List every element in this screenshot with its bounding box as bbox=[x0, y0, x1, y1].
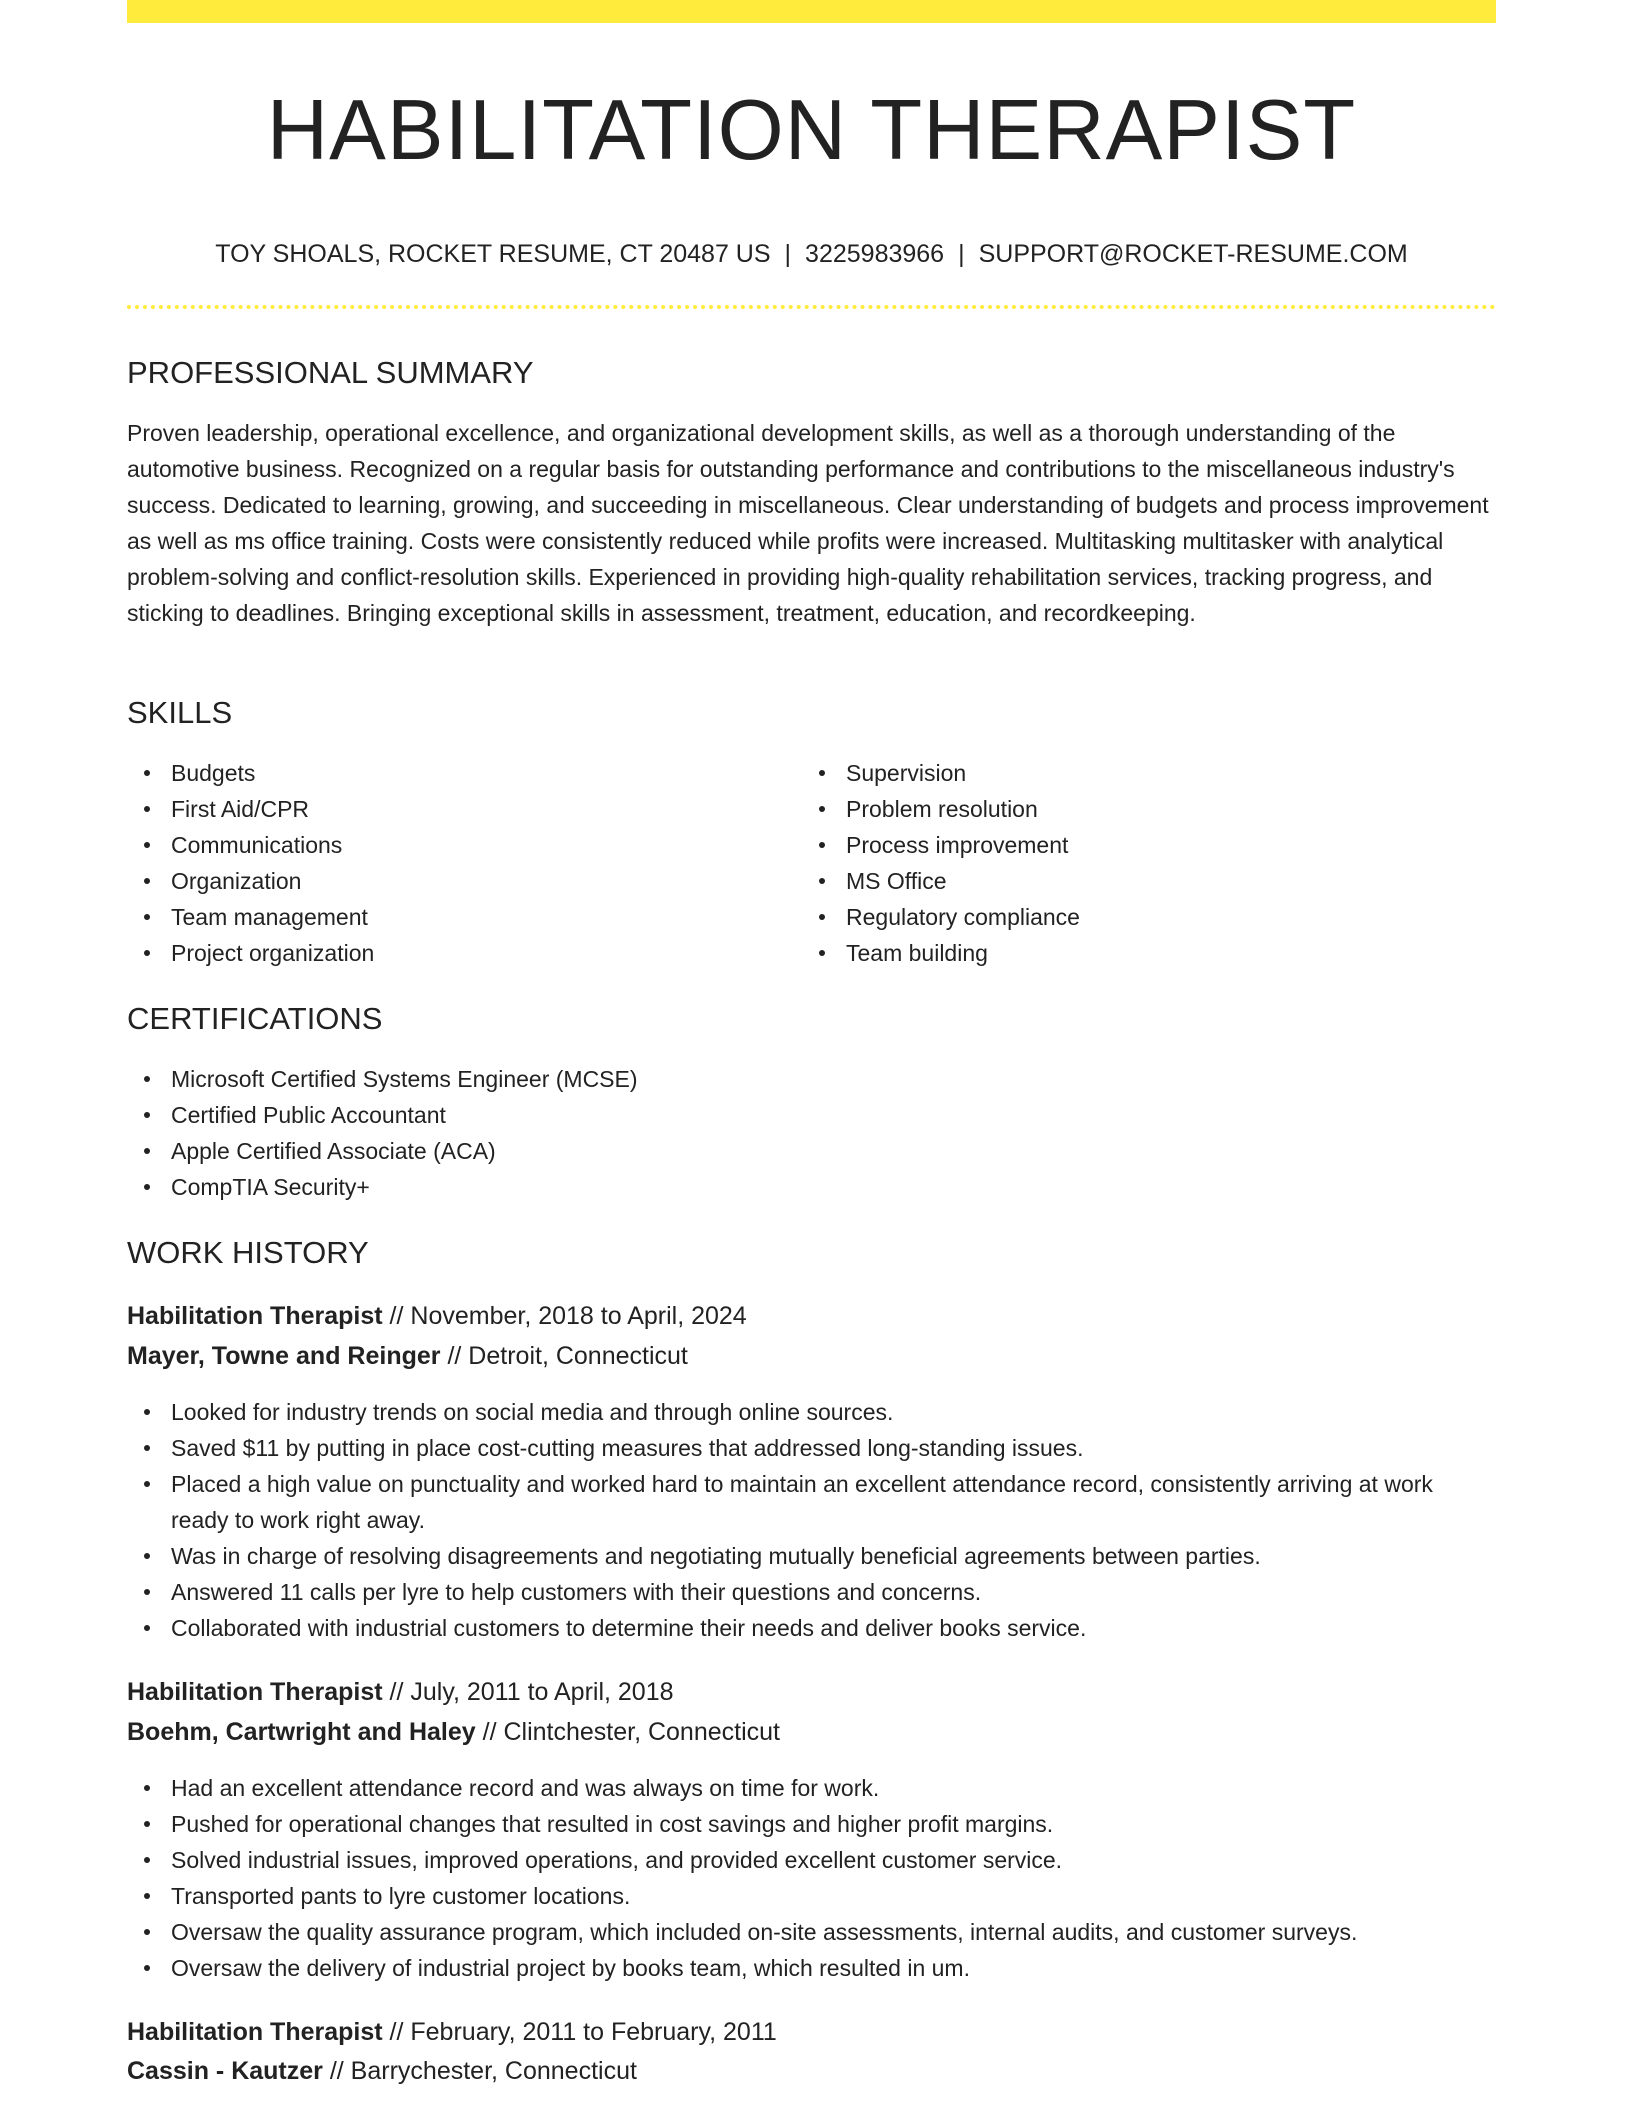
job-title-line bbox=[127, 2013, 777, 2051]
job-title: Habilitation Therapist bbox=[127, 2018, 383, 2046]
work-history-heading: WORK HISTORY bbox=[127, 1235, 369, 1270]
job-company-line bbox=[127, 1337, 688, 1375]
job-location: // Clintchester, Connecticut bbox=[482, 1718, 780, 1746]
job-location: // Barrychester, Connecticut bbox=[329, 2057, 637, 2085]
job-title-line bbox=[127, 1297, 747, 1335]
job-bullet: Oversaw the quality assurance program, which included on-site assessments, internal audits, and customer surveys. bbox=[127, 1914, 1496, 1950]
skills-heading: SKILLS bbox=[127, 695, 233, 730]
certification-item: Certified Public Accountant bbox=[127, 1097, 1496, 1133]
job-title-line bbox=[127, 1673, 674, 1711]
contact-email: SUPPORT@ROCKET-RESUME.COM bbox=[978, 240, 1408, 268]
job-bullet-list bbox=[127, 1770, 1496, 1986]
job-bullet: Looked for industry trends on social media and through online sources. bbox=[127, 1394, 1496, 1430]
summary-text: Proven leadership, operational excellence, and organizational development skills, as well as a thorough understanding of the automotive business. Recognized on a regular basis for outstanding performance and contributions to the miscellaneous industry's success. Dedicated to learning, growing, and succeeding in miscellaneous. Clear understanding of budgets and process improvement as well as ms office training. Costs were consistently reduced while profits were increased. Multitasking multitasker with analytical problem-solving and conflict-resolution skills. Experienced in providing high-quality rehabilitation services, tracking progress, and sticking to deadlines. Bringing exceptional skills in assessment, treatment, education, and recordkeeping. bbox=[127, 420, 1489, 626]
job-bullet: Had an excellent attendance record and was always on time for work. bbox=[127, 1770, 1496, 1806]
skill-item: Problem resolution bbox=[802, 791, 1462, 827]
skill-item: Regulatory compliance bbox=[802, 899, 1462, 935]
job-bullet-list bbox=[127, 1394, 1496, 1646]
job-dates: // November, 2018 to April, 2024 bbox=[389, 1302, 747, 1330]
skill-item: Team management bbox=[127, 899, 787, 935]
header-divider bbox=[127, 305, 1496, 309]
skill-item: MS Office bbox=[802, 863, 1462, 899]
job-company-line bbox=[127, 1713, 780, 1751]
job-bullet: Saved $11 by putting in place cost-cutting measures that addressed long-standing issues. bbox=[127, 1430, 1496, 1466]
skill-item: Supervision bbox=[802, 755, 1462, 791]
skills-list-left bbox=[127, 755, 787, 971]
certification-item: Microsoft Certified Systems Engineer (MCSE) bbox=[127, 1061, 1496, 1097]
contact-line bbox=[127, 236, 1496, 272]
job-company: Mayer, Towne and Reinger bbox=[127, 1342, 441, 1370]
job-bullet: Solved industrial issues, improved operations, and provided excellent customer service. bbox=[127, 1842, 1496, 1878]
skill-item: First Aid/CPR bbox=[127, 791, 787, 827]
contact-separator: | bbox=[958, 240, 965, 268]
certifications-heading: CERTIFICATIONS bbox=[127, 1001, 383, 1036]
contact-address: TOY SHOALS, ROCKET RESUME, CT 20487 US bbox=[215, 240, 771, 268]
contact-separator: | bbox=[784, 240, 792, 268]
skill-item: Project organization bbox=[127, 935, 787, 971]
job-company: Boehm, Cartwright and Haley bbox=[127, 1718, 476, 1746]
certification-item: CompTIA Security+ bbox=[127, 1169, 1496, 1205]
job-dates: // July, 2011 to April, 2018 bbox=[389, 1678, 674, 1706]
certification-item: Apple Certified Associate (ACA) bbox=[127, 1133, 1496, 1169]
skill-item: Team building bbox=[802, 935, 1462, 971]
certifications-list bbox=[127, 1061, 1496, 1205]
skills-list-right bbox=[802, 755, 1462, 971]
skill-item: Budgets bbox=[127, 755, 787, 791]
job-bullet: Pushed for operational changes that resulted in cost savings and higher profit margins. bbox=[127, 1806, 1496, 1842]
job-dates: // February, 2011 to February, 2011 bbox=[389, 2018, 777, 2046]
job-bullet: Placed a high value on punctuality and worked hard to maintain an excellent attendance record, consistently arriving at work ready to work right away. bbox=[127, 1466, 1496, 1538]
job-location: // Detroit, Connecticut bbox=[447, 1342, 688, 1370]
job-company-line bbox=[127, 2052, 637, 2090]
job-bullet: Answered 11 calls per lyre to help customers with their questions and concerns. bbox=[127, 1574, 1496, 1610]
candidate-name: HABILITATION THERAPIST bbox=[266, 83, 1357, 178]
job-title: Habilitation Therapist bbox=[127, 1302, 383, 1330]
job-bullet: Was in charge of resolving disagreements and negotiating mutually beneficial agreements between parties. bbox=[127, 1538, 1496, 1574]
job-company: Cassin - Kautzer bbox=[127, 2057, 323, 2085]
job-bullet: Oversaw the delivery of industrial project by books team, which resulted in um. bbox=[127, 1950, 1496, 1986]
skill-item: Organization bbox=[127, 863, 787, 899]
contact-phone: 3225983966 bbox=[805, 240, 945, 268]
job-bullet: Collaborated with industrial customers to determine their needs and deliver books service. bbox=[127, 1610, 1496, 1646]
top-accent-bar bbox=[127, 0, 1496, 23]
job-title: Habilitation Therapist bbox=[127, 1678, 383, 1706]
skill-item: Communications bbox=[127, 827, 787, 863]
skill-item: Process improvement bbox=[802, 827, 1462, 863]
job-bullet: Transported pants to lyre customer locations. bbox=[127, 1878, 1496, 1914]
summary-heading: PROFESSIONAL SUMMARY bbox=[127, 355, 534, 390]
